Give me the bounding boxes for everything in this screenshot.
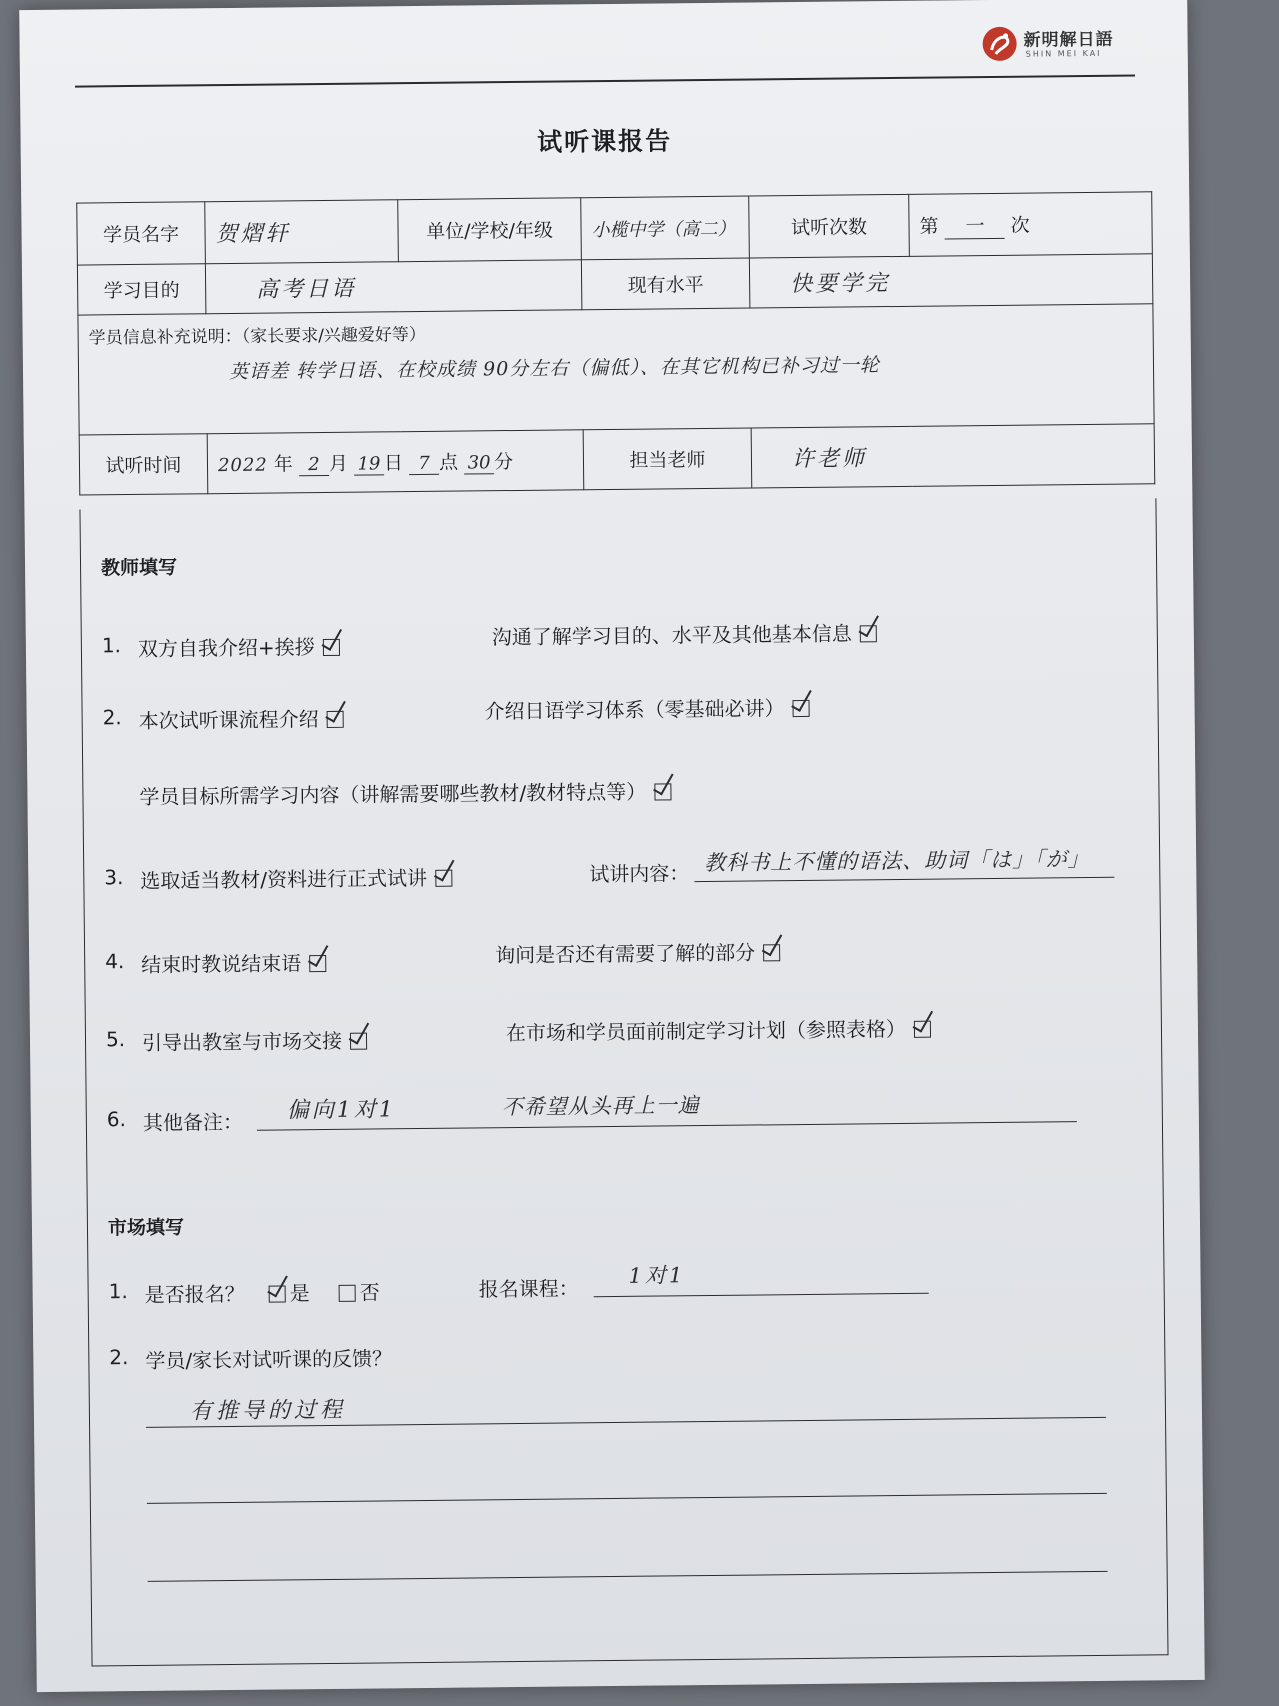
day-unit: 日 [383,452,404,475]
course-field[interactable]: 1对1 [628,1263,686,1288]
item-2-number: 2. [102,705,122,730]
item-5-number: 5. [105,1027,126,1052]
feedback-line-2 [147,1493,1107,1504]
item-3b-label: 试讲内容： [589,861,690,887]
trial-count-suffix: 次 [1010,214,1030,237]
remarks-field-2[interactable]: 不希望从头再上一遍 [501,1093,700,1120]
time-label: 试听时间 [79,434,208,495]
item-4a [141,947,326,978]
item-5b-label: 在市场和学员面前制定学习计划（参照表格） [505,1016,907,1046]
header-rule [75,74,1135,87]
checkbox-formal-trial[interactable] [435,870,452,887]
item-2b-label: 介绍日语学习体系（零基础必讲） [484,696,785,724]
signup-no-label: 否 [359,1280,380,1305]
level-label: 现有水平 [581,258,750,310]
trial-count-field[interactable]: 一 [944,210,1004,239]
year-unit: 年 [273,453,293,476]
student-info-table [76,191,1155,495]
item-2b [484,692,809,724]
name-label: 学员名字 [77,202,206,265]
market-q1-number: 1. [108,1279,128,1304]
feedback-field[interactable]: 有推导的过程 [189,1397,347,1425]
page-title: 试听课报告 [536,126,673,157]
item-5a [142,1025,367,1056]
purpose-field[interactable]: 高考日语 [205,260,582,314]
market-q2-number: 2. [109,1345,129,1370]
time-day[interactable]: 19 [354,453,384,475]
fill-section [79,498,1168,1666]
feedback-question: 学员/家长对试听课的反馈？ [145,1346,393,1373]
signup-yes [269,1277,310,1306]
month-unit: 月 [328,452,349,475]
checkbox-target-content[interactable] [654,783,671,800]
checkbox-system-intro[interactable] [792,700,809,717]
item-3-number: 3. [104,865,124,890]
checkbox-closing[interactable] [309,955,326,972]
school-field[interactable]: 小榄中学（高二） [581,196,750,260]
checkbox-handover[interactable] [350,1033,367,1050]
item-5b [506,1013,931,1046]
item-5a-label: 引导出教室与市场交接 [141,1028,343,1055]
teacher-section-title: 教师填写 [100,556,178,580]
teacher-field[interactable]: 许老师 [751,424,1155,488]
trial-count-cell [909,192,1153,257]
time-month[interactable]: 2 [299,454,329,476]
note-field[interactable]: 英语差 转学日语、在校成绩 90分左右（偏低）、在其它机构已补习过一轮 [228,354,880,383]
checkbox-flow-intro[interactable] [327,711,344,728]
item-1b [492,617,877,650]
time-hour[interactable]: 7 [409,453,439,475]
feedback-line-3 [148,1571,1108,1582]
school-label: 单位/学校/年级 [398,198,582,262]
remarks-field-1[interactable]: 偏向1对1 [286,1097,396,1124]
trial-content-field[interactable]: 教科书上不懂的语法、助词「は」「が」 [704,846,1090,876]
item-1a-label: 双方自我介绍+挨拶 [137,635,315,661]
checkbox-purpose-level[interactable] [860,625,877,642]
brand-logo [979,20,1139,70]
course-label: 报名课程： [478,1276,579,1302]
item-4b-label: 询问是否还有需要了解的部分 [495,940,756,968]
name-field[interactable]: 贺熠轩 [205,200,399,264]
logo-name: 新明解日語 [1023,29,1114,51]
checkbox-study-plan[interactable] [914,1021,931,1038]
course-line [594,1293,929,1298]
item-4-number: 4. [105,949,125,974]
signup-question: 是否报名？ [144,1281,245,1307]
time-minute[interactable]: 30 [464,452,494,474]
item-3a-label: 选取适当教材/资料进行正式试讲 [140,865,428,893]
signup-no [339,1276,380,1305]
item-2c-label: 学员目标所需学习内容（讲解需要哪些教材/教材特点等） [139,779,647,809]
item-4a-label: 结束时教说结束语 [141,951,302,977]
hour-unit: 点 [438,451,459,474]
checkbox-signup-yes[interactable] [269,1285,286,1302]
item-6-number: 6. [106,1107,127,1132]
note-cell [78,304,1154,435]
trial-count-label: 试听次数 [749,194,910,258]
report-sheet [19,0,1205,1692]
brush-logo-icon [979,24,1019,64]
note-label: 学员信息补充说明：（家长要求/兴趣爱好等） [88,324,426,349]
item-2a [139,703,344,734]
level-field[interactable]: 快要学完 [749,254,1153,308]
time-cell [207,430,584,494]
trial-content-line [694,877,1114,882]
checkbox-signup-no[interactable] [339,1285,356,1302]
item-1a [138,631,340,662]
purpose-label: 学习目的 [77,264,206,315]
trial-count-prefix: 第 [919,215,939,238]
checkbox-questions[interactable] [763,944,780,961]
teacher-label: 担当老师 [583,428,752,490]
item-3a [140,862,452,894]
time-year[interactable]: 2022 [217,454,268,477]
item-2c [139,775,671,810]
logo-subtitle: SHIN MEI KAI [1025,48,1102,59]
item-1-number: 1. [101,633,122,658]
item-2a-label: 本次试听课流程介绍 [138,707,319,733]
signup-yes-label: 是 [289,1281,310,1306]
item-4b [495,936,780,968]
item-1b-label: 沟通了解学习目的、水平及其他基本信息 [491,621,852,650]
minute-unit: 分 [493,451,514,474]
checkbox-self-intro[interactable] [323,639,340,656]
item-6-label: 其他备注： [142,1109,244,1135]
market-section-title: 市场填写 [107,1216,185,1240]
